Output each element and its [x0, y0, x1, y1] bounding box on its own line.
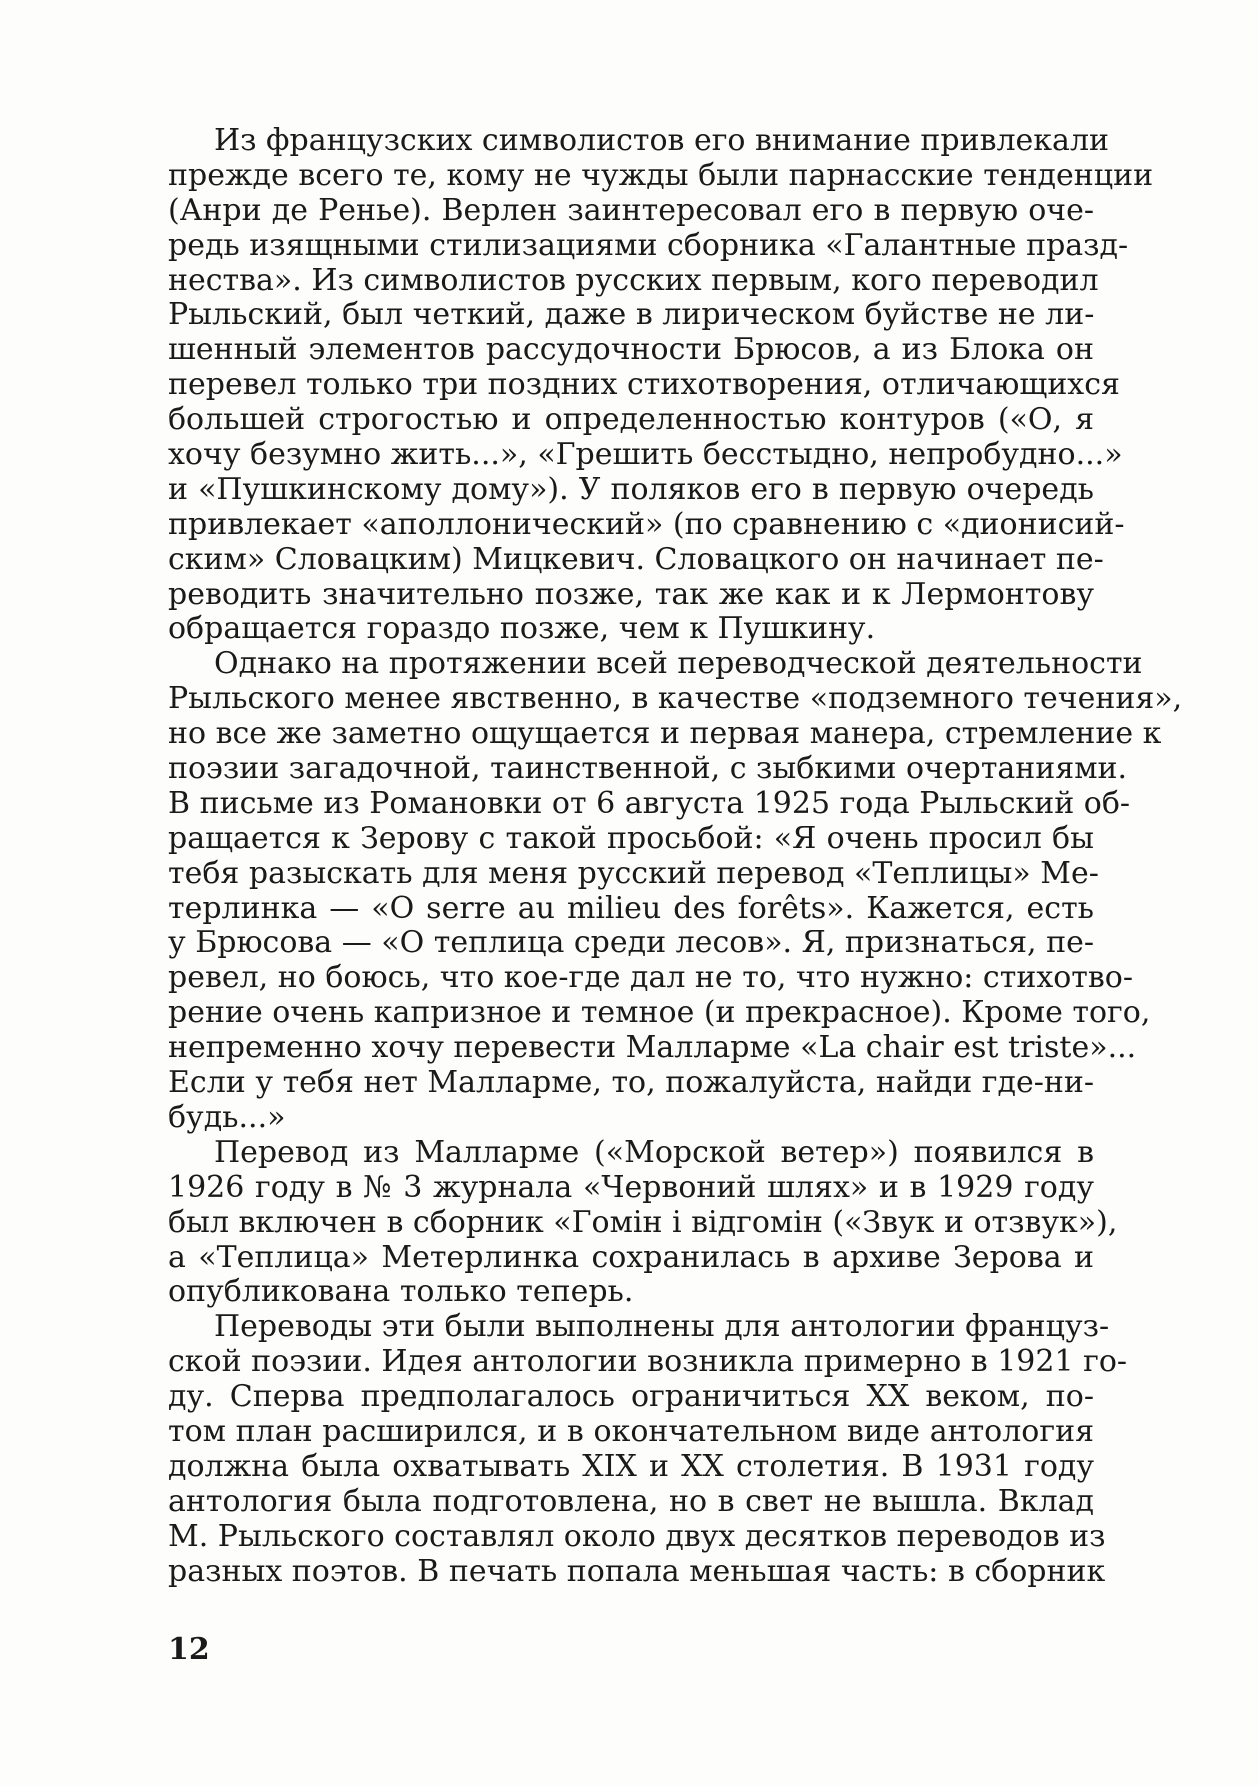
text-line: Рыльского менее явственно, в качестве «подземного течения»,: [168, 681, 1183, 717]
text-line: ской поэзии. Идея антологии возникла примерно в 1921 го-: [168, 1344, 1128, 1380]
text-line: ращается к Зерову с такой просьбой: «Я очень просил бы: [168, 820, 1094, 856]
text-line: 1926 году в № 3 журнала «Червоний шлях» и в 1929 году: [168, 1169, 1094, 1205]
text-line: реводить значительно позже, так же как и к Лермонтову: [168, 576, 1094, 612]
text-line: нества». Из символистов русских первым, кого переводил: [168, 262, 1099, 298]
text-line: прежде всего те, кому не чужды были парнасские тенденции: [168, 157, 1154, 193]
paragraph: [168, 646, 1183, 1135]
text-line: рение очень капризное и темное (и прекрасное). Кроме того,: [168, 995, 1151, 1031]
text-line: Из французских символистов его внимание привлекали: [214, 123, 1109, 158]
text-line: (Анри де Ренье). Верлен заинтересовал его в первую оче-: [168, 192, 1094, 228]
text-line: разных поэтов. В печать попала меньшая часть: в сборник: [168, 1553, 1106, 1589]
text-line: должна была охватывать XIX и XX столетия. В 1931 году: [168, 1448, 1094, 1484]
paragraph: [168, 1309, 1128, 1589]
text-line: опубликована только теперь.: [168, 1274, 634, 1310]
text-line: редь изящными стилизациями сборника «Галантные празд-: [168, 227, 1129, 263]
text-line: перевел только три поздних стихотворения, отличающихся: [168, 367, 1120, 403]
text-line: привлекает «аполлонический» (по сравнению с «дионисий-: [168, 506, 1125, 542]
text-line: шенный элементов рассудочности Брюсов, а из Блока он: [168, 332, 1094, 368]
text-line: обращается гораздо позже, чем к Пушкину.: [168, 611, 876, 647]
text-line: терлинка — «O serre au milieu des forêts». Кажется, есть: [168, 890, 1094, 926]
text-line: и «Пушкинскому дому»). У поляков его в первую очередь: [168, 471, 1094, 507]
text-line: ду. Сперва предполагалось ограничиться XX веком, по-: [168, 1379, 1094, 1415]
text-line: том план расширился, и в окончательном виде антология: [168, 1413, 1094, 1449]
text-line: Если у тебя нет Малларме, то, пожалуйста, найди где-ни-: [168, 1065, 1094, 1101]
text-line: тебя разыскать для меня русский перевод «Теплицы» Ме-: [168, 855, 1099, 891]
page-number: 12: [168, 1632, 210, 1667]
text-line: Однако на протяжении всей переводческой деятельности: [214, 646, 1143, 682]
text-line: у Брюсова — «О теплица среди лесов». Я, признаться, пе-: [168, 925, 1094, 961]
text-line: непременно хочу перевести Малларме «La chair est triste»...: [168, 1030, 1137, 1066]
text-line: М. Рыльского составлял около двух десятков переводов из: [168, 1518, 1106, 1554]
text-line: а «Теплица» Метерлинка сохранилась в архиве Зерова и: [168, 1239, 1094, 1275]
text-line: поэзии загадочной, таинственной, с зыбкими очертаниями.: [168, 751, 1128, 787]
text-line: Перевод из Малларме («Морской ветер») появился в: [214, 1134, 1094, 1170]
body-text: [168, 123, 1183, 1589]
paragraph: [168, 123, 1154, 647]
text-line: В письме из Романовки от 6 августа 1925 года Рыльский об-: [168, 785, 1131, 821]
text-line: был включен в сборник «Гомін і відгомін («Звук и отзвук»),: [168, 1204, 1118, 1240]
text-line: Рыльский, был четкий, даже в лирическом буйстве не ли-: [168, 297, 1095, 333]
text-line: ским» Словацким) Мицкевич. Словацкого он начинает пе-: [168, 541, 1104, 577]
text-line: ревел, но боюсь, что кое-где дал не то, что нужно: стихотво-: [168, 960, 1133, 996]
text-line: хочу безумно жить...», «Грешить бесстыдно, непробудно...»: [168, 437, 1123, 473]
text-line: но все же заметно ощущается и первая манера, стремление к: [168, 716, 1162, 752]
text-line: Переводы эти были выполнены для антологии француз-: [214, 1309, 1110, 1345]
paragraph: [168, 1134, 1118, 1310]
text-line: большей строгостью и определенностью контуров («О, я: [168, 402, 1094, 438]
text-line: антология была подготовлена, но в свет не вышла. Вклад: [168, 1483, 1094, 1519]
text-line: будь...»: [168, 1099, 286, 1135]
